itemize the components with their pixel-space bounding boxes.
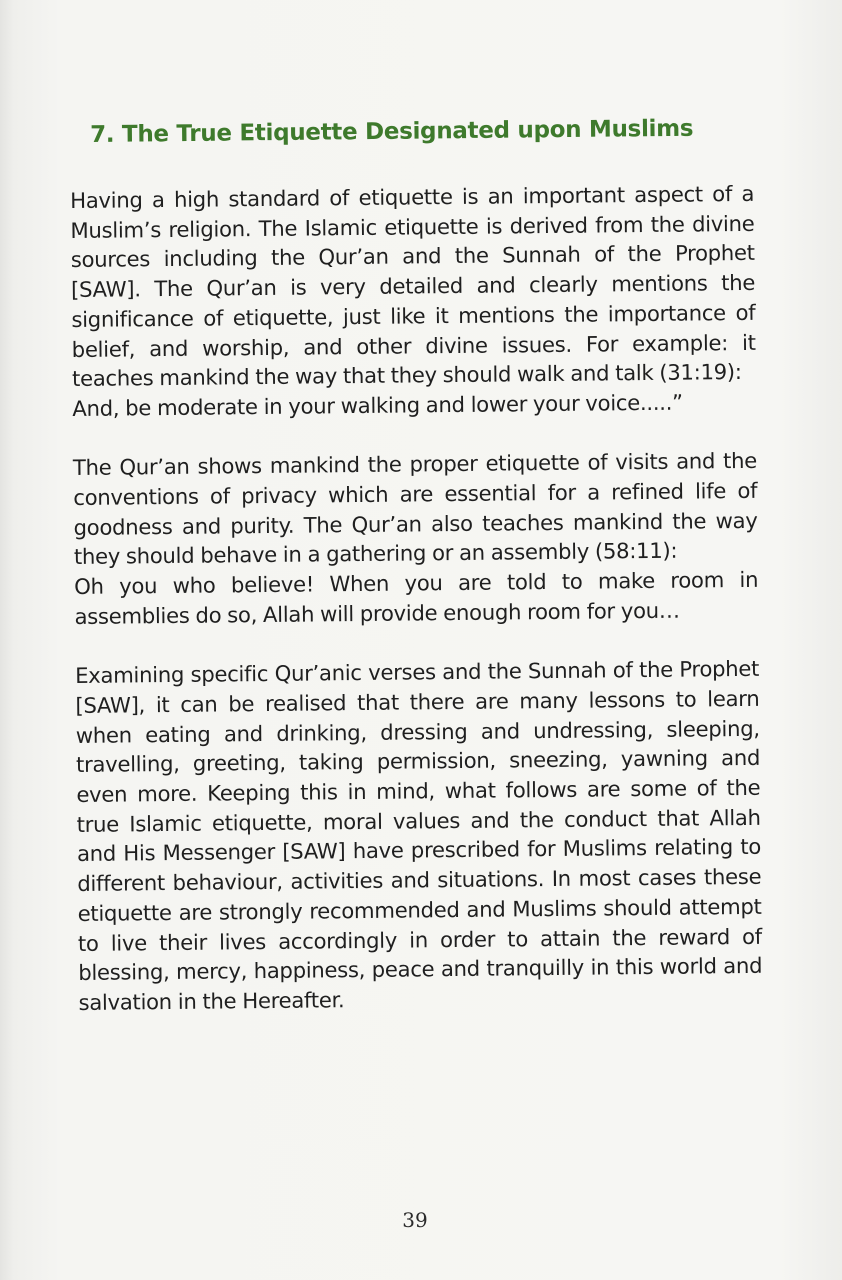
paragraph-3: Examining specific Qur’anic verses and the Sunnah of the Prophet [SAW], it can be realised that there are many lessons to learn when eating and drinking, dressing and undressing, sleeping, travelling, greeting, taking permission, sneezing, yawning and even more. Keeping this in mind, what follows are some of the true Islamic etiquette, moral values and the conduct that Allah and His Messenger [SAW] have prescribed for Muslims relating to different behaviour, activities and situations. In most cases these etiquette are strongly recommended and Muslims should attempt to live their lives accordingly in order to attain the reward of blessing, mercy, happiness, peace and tranquilly in this world and salvation in the Hereafter.: [74, 656, 763, 1015]
quote-1: And, be moderate in your walking and lower your voice.....”: [72, 389, 683, 421]
body-text: [70, 179, 763, 1018]
paragraph-group-3: [75, 654, 763, 1018]
paragraph-1: Having a high standard of etiquette is an important aspect of a Muslim’s religion. The Islamic etiquette is derived from the divine sources including the Qur’an and the Sunnah of the Prophet [SAW]. The Qur’an is very detailed and clearly mentions the significance of etiquette, just like it mentions the importance of belief, and worship, and other divine issues. For example: it teaches mankind the way that they should walk and talk (31:19):: [70, 180, 756, 392]
section-heading: 7. The True Etiquette Designated upon Muslims: [90, 115, 694, 148]
page-number: 39: [402, 1208, 428, 1232]
quote-2: Oh you who believe! When you are told to make room in assemblies do so, Allah will provide enough room for you…: [74, 566, 759, 629]
paragraph-group-1: [70, 179, 756, 424]
paragraph-2: The Qur’an shows mankind the proper etiquette of visits and the conventions of privacy which are essential for a refined life of goodness and purity. The Qur’an also teaches mankind the way they should behave in a gathering or an assembly (58:11):: [72, 448, 758, 570]
paragraph-group-2: [73, 446, 759, 631]
